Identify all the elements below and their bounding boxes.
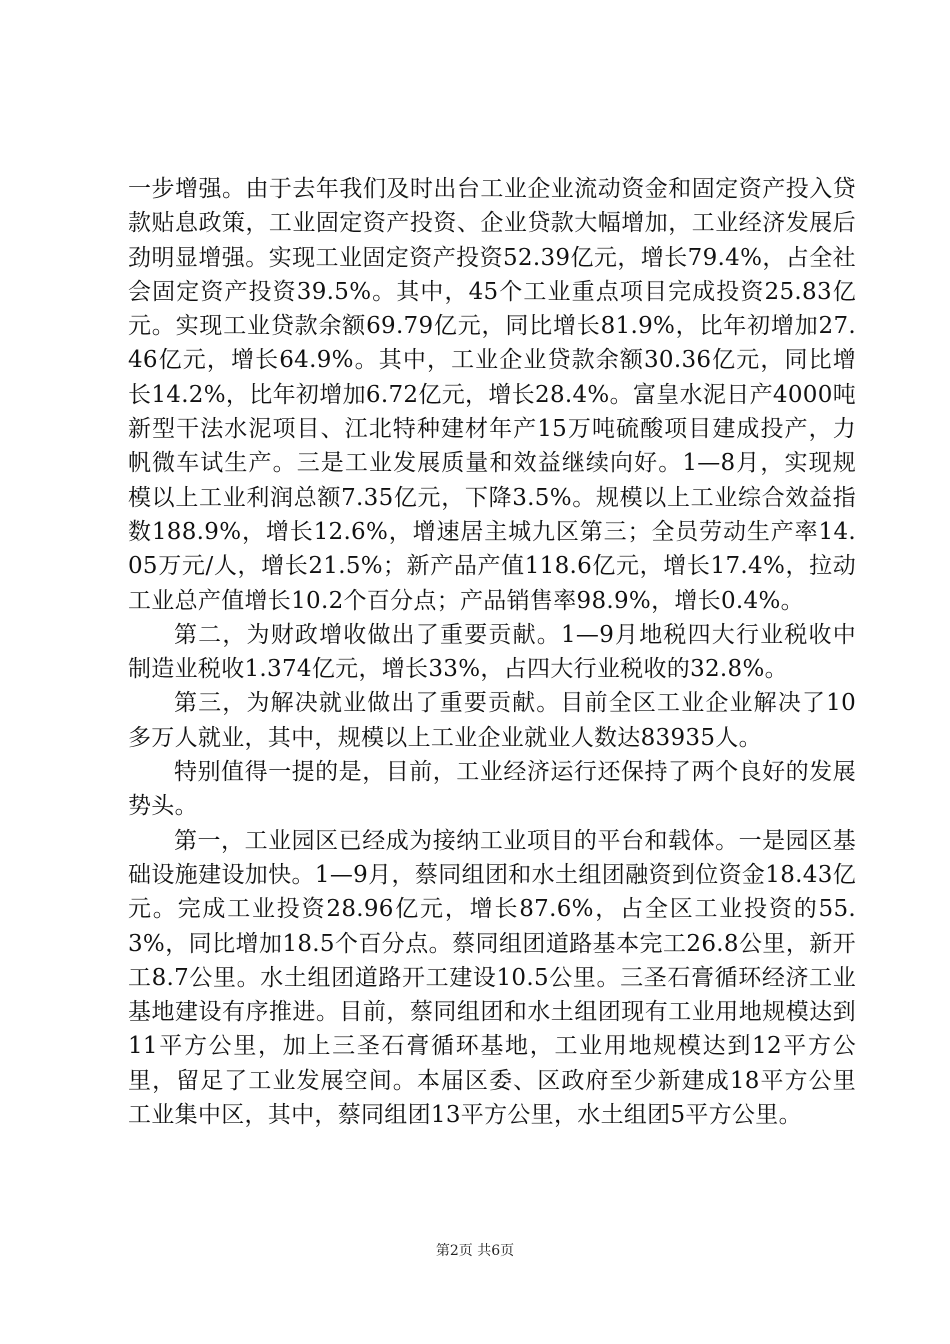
paragraph-4: 特别值得一提的是，目前，工业经济运行还保持了两个良好的发展势头。 <box>128 759 856 820</box>
paragraph-2: 第二，为财政增收做出了重要贡献。1—9月地税四大行业税收中制造业税收1.374亿元，增长33%，占四大行业税收的32.8%。 <box>128 621 856 683</box>
paragraph-1: 一步增强。由于去年我们及时出台工业企业流动资金和固定资产投入贷款贴息政策，工业固定资产投资、企业贷款大幅增加，工业经济发展后劲明显增强。实现工业固定资产投资52.39亿元，增长79.4%，占全社会固定资产投资39.5%。其中，45个工业重点项目完成投资25.83亿元。实现工业贷款余额69.79亿元，同比增长81.9%，比年初增加27.46亿元，增长64.9%。其中，工业企业贷款余额30.36亿元，同比增长14.2%，比年初增加6.72亿元，增长28.4%。富皇水泥日产4000吨新型干法水泥项目、江北特种建材年产15万吨硫酸项目建成投产，力帆微车试生产。三是工业发展质量和效益继续向好。1—8月，实现规模以上工业利润总额7.35亿元，下降3.5%。规模以上工业综合效益指数188.9%，增长12.6%，增速居主城九区第三；全员劳动生产率14.05万元/人，增长21.5%；新产品产值118.6亿元，增长17.4%，拉动工业总产值增长10.2个百分点；产品销售率98.9%，增长0.4%。 <box>128 176 856 614</box>
document-body <box>128 172 856 1132</box>
paragraph-3: 第三，为解决就业做出了重要贡献。目前全区工业企业解决了10多万人就业，其中，规模以上工业企业就业人数达83935人。 <box>128 690 856 751</box>
page-footer: 第2页 共6页 <box>435 1243 515 1259</box>
paragraph-5: 第一，工业园区已经成为接纳工业项目的平台和载体。一是园区基础设施建设加快。1—9月，蔡同组团和水土组团融资到位资金18.43亿元。完成工业投资28.96亿元，增长87.6%，占全区工业投资的55.3%，同比增加18.5个百分点。蔡同组团道路基本完工26.8公里，新开工8.7公里。水土组团道路开工建设10.5公里。三圣石膏循环经济工业基地建设有序推进。目前，蔡同组团和水土组团现有工业用地规模达到11平方公里，加上三圣石膏循环基地，工业用地规模达到12平方公里，留足了工业发展空间。本届区委、区政府至少新建成18平方公里工业集中区，其中，蔡同组团13平方公里，水土组团5平方公里。 <box>128 827 856 1129</box>
